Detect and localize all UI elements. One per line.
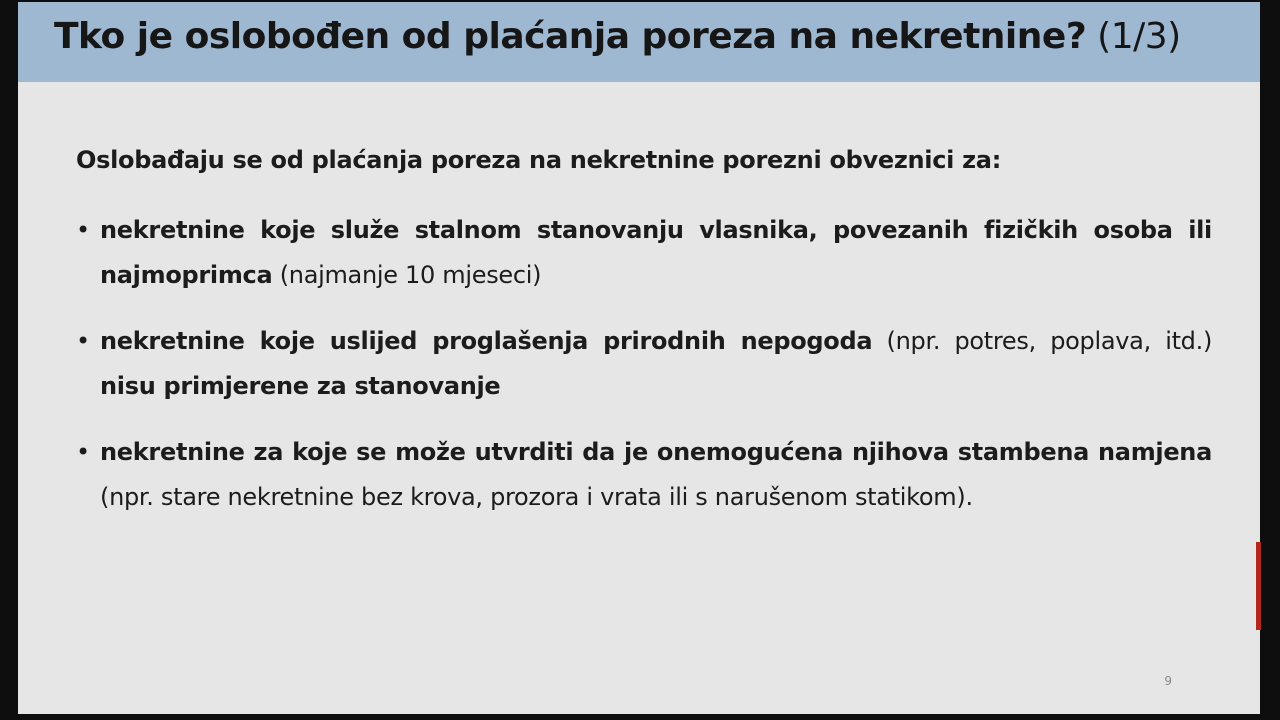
bullet-item-3 [74, 430, 1212, 520]
bullet-item-2 [74, 319, 1212, 409]
page-number: 9 [1164, 674, 1172, 688]
bullet-bold-text: nekretnine koje uslijed proglašenja prirodnih nepogoda [100, 327, 873, 355]
bullet-normal-text: (najmanje 10 mjeseci) [272, 261, 542, 289]
bullet-dot: • [76, 327, 90, 355]
title-bar [18, 2, 1260, 82]
bullet-dot: • [76, 216, 90, 244]
bullet-bold-text: nekretnine za koje se može utvrditi da je onemogućena njihova stambena namjena [100, 438, 1212, 466]
red-accent-tab [1256, 542, 1261, 630]
slide-title-part: (1/3) [1086, 16, 1181, 57]
bullet-bold-text-2: nisu primjerene za stanovanje [100, 372, 501, 400]
bullet-normal-text: (npr. potres, poplava, itd.) [872, 327, 1213, 355]
presentation-slide [18, 2, 1260, 714]
intro-text: Oslobađaju se od plaćanja poreza na nekretnine porezni obveznici za: [76, 146, 1001, 174]
bullet-item-1 [74, 208, 1212, 298]
bullet-dot: • [76, 438, 90, 466]
bullet-bold-text: nekretnine koje služe stalnom stanovanju vlasnika, povezanih fizičkih osoba ili najmoprimca [100, 216, 1212, 289]
bullet-list [74, 208, 1212, 541]
bullet-normal-text: (npr. stare nekretnine bez krova, prozora i vrata ili s narušenom statikom). [100, 483, 973, 511]
slide-title-main: Tko je oslobođen od plaćanja poreza na nekretnine? [54, 16, 1087, 57]
slide-title [54, 16, 1181, 57]
